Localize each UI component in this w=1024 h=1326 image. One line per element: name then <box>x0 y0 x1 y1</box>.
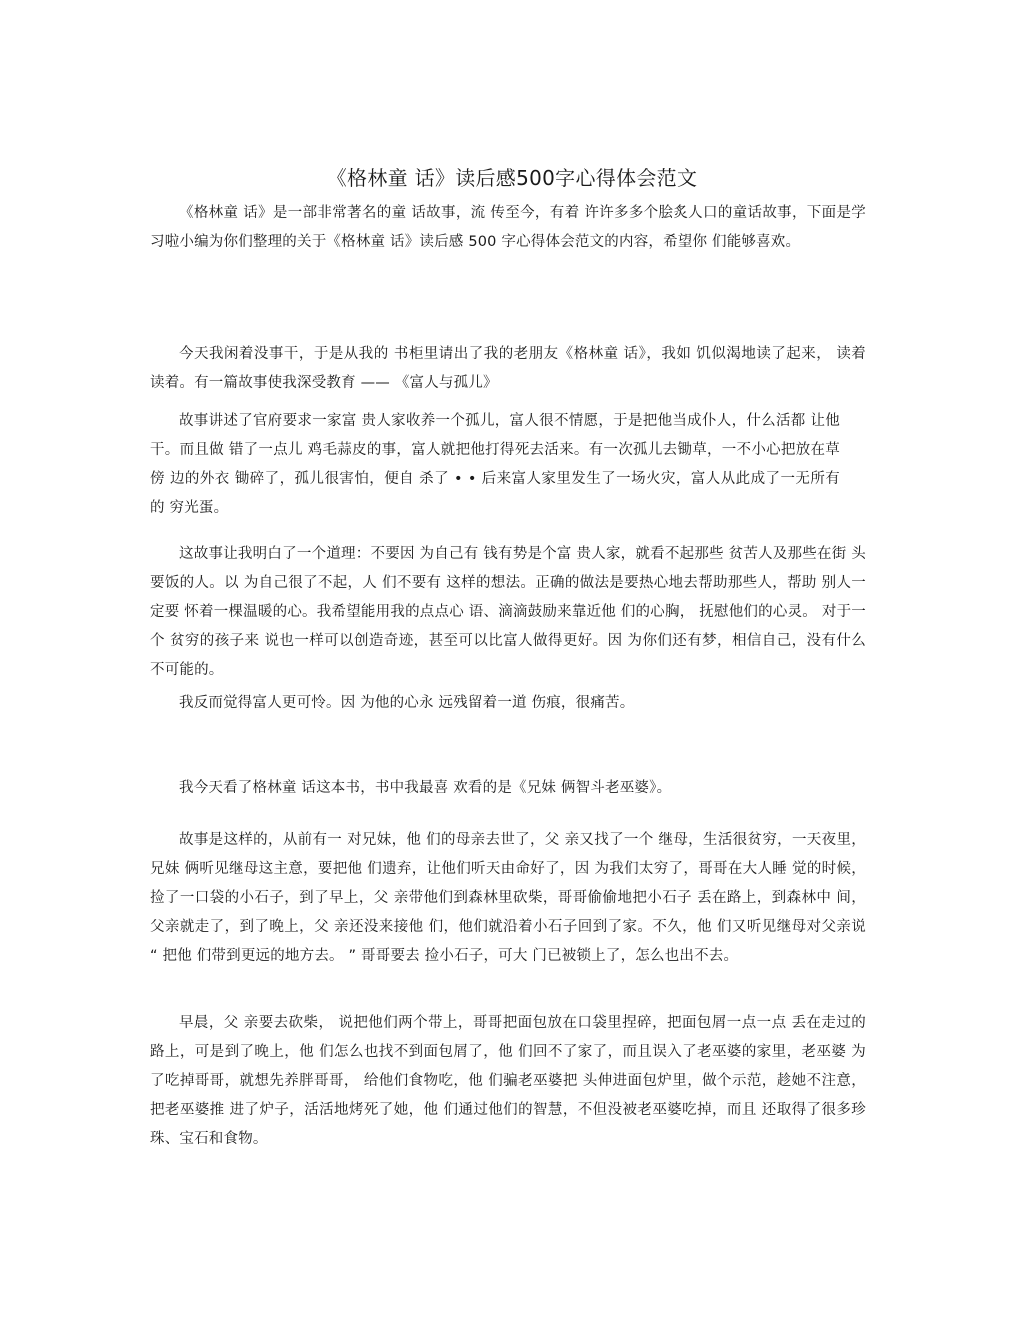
body-paragraph: 故事是这样的，从前有一 对兄妹，他 们的母亲去世了，父 亲又找了一个 继母，生活很贫穷，一天夜里，兄妹 俩听见继母这主意，要把他 们遗弃，让他们听天由命好了，因 为我们太穷了，哥哥在大人睡 觉的时候，捡了一口袋的小石子，到了早上，父 亲带他们到森林里砍柴，哥哥偷偷地把小石子 丢在路上，到森林中 间，父亲就走了，到了晚上，父 亲还没来接他 们，他们就沿着小石子回到了家。不久，他 们又听见继母对父亲说 “ 把他 们带到更远的地方去。 ” 哥哥要去 捡小石子，可大 门已被锁上了，怎么也出不去。 <box>150 832 866 964</box>
body-paragraph: 我今天看了格林童 话这本书，书中我最喜 欢看的是《兄妹 俩智斗老巫婆》。 <box>179 780 672 796</box>
intro-paragraph: 《格林童 话》是一部非常著名的童 话故事，流 传至今，有着 许许多多个脍炙人口的童话故事，下面是学 习啦小编为你们整理的关于《格林童 话》读后感 500 字心得体会范文的内容，希望你 们能够喜欢。 <box>150 205 866 250</box>
body-paragraph: 这故事让我明白了一个道理：不要因 为自己有 钱有势是个富 贵人家，就看不起那些 贫苦人及那些在街 头要饭的人。以 为自己很了不起，人 们不要有 这样的想法。正确的做法是要热心地去帮助那些人，帮助 别人一定要 怀着一棵温暖的心。我希望能用我的点点心 语、滴滴鼓励来靠近他 们的心胸， 抚慰他们的心灵。 对于一个 贫穷的孩子来 说也一样可以创造奇迹，甚至可以比富人做得更好。因 为你们还有梦，相信自己，没有什么不可能的。 <box>150 546 866 678</box>
body-paragraph: 今天我闲着没事干，于是从我的 书柜里请出了我的老朋友《格林童 话》，我如 饥似渴地读了起来， 读着读着。有一篇故事使我深受教育 —— 《富人与孤儿》 <box>150 346 866 391</box>
body-paragraph: 故事讲述了官府要求一家富 贵人家收养一个孤儿，富人很不情愿，于是把他当成仆人，什么活都 让他干。而且做 错了一点儿 鸡毛蒜皮的事，富人就把他打得死去活来。有一次孤儿去锄草，一不小心把放在草傍 边的外衣 锄碎了，孤儿很害怕，便自 杀了 • • 后来富人家里发生了一场火灾，富人从此成了一无所有的 穷光蛋。 <box>150 413 840 516</box>
page-title: 《格林童 话》读后感500字心得体会范文 <box>326 166 698 190</box>
body-paragraph: 早晨，父 亲要去砍柴， 说把他们两个带上，哥哥把面包放在口袋里捏碎，把面包屑一点一点 丢在走过的路上，可是到了晚上，他 们怎么也找不到面包屑了，他 们回不了家了，而且误入了老巫婆的家里，老巫婆 为了吃掉哥哥，就想先养胖哥哥， 给他们食物吃，他 们骗老巫婆把 头伸进面包炉里，做个示范，趁她不注意，把老巫婆推 进了炉子，活活地烤死了她，他 们通过他们的智慧，不但没被老巫婆吃掉，而且 还取得了很多珍珠、宝石和食物。 <box>150 1015 866 1147</box>
body-paragraph: 我反而觉得富人更可怜。因 为他的心永 远残留着一道 伤痕，很痛苦。 <box>179 695 635 711</box>
